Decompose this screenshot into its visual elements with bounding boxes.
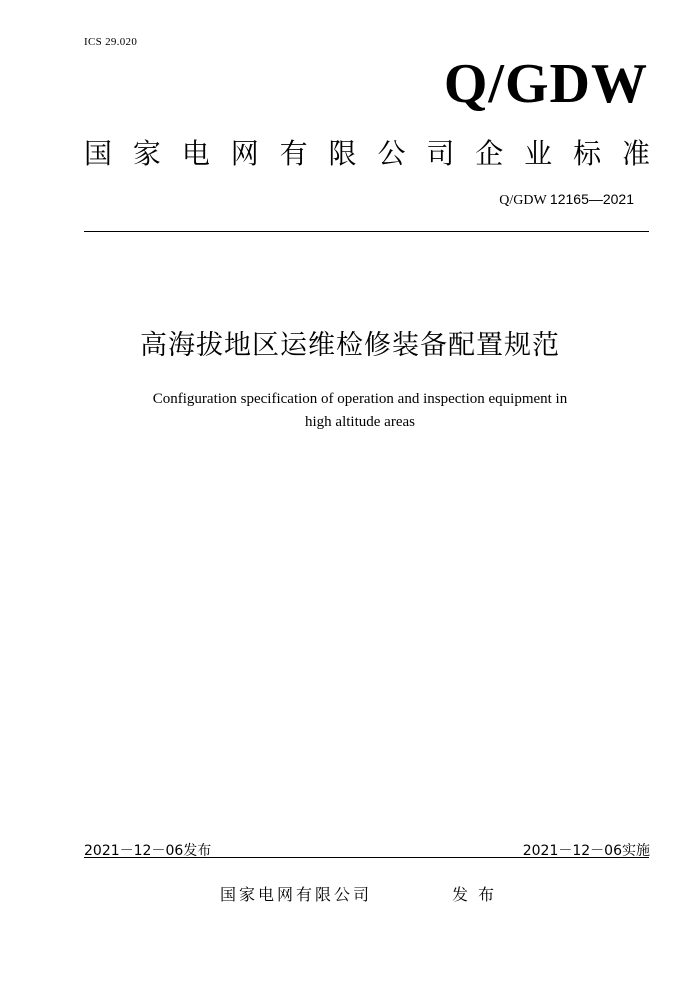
standard-type-char: 企 [475, 137, 504, 170]
issue-label: 发布 [452, 885, 505, 904]
standard-type-char: 国 [84, 137, 113, 170]
publish-date: 2021－12－06发布 [84, 843, 212, 859]
english-title-line-1: Configuration specification of operation and inspection equipment in [152, 391, 568, 407]
header-divider [84, 231, 649, 232]
standard-type-char: 家 [132, 137, 161, 170]
standard-type-char: 网 [230, 137, 259, 170]
english-title-line-2: high altitude areas [305, 414, 415, 430]
standard-type-char: 公 [377, 137, 406, 170]
standard-type-char: 司 [426, 137, 455, 170]
document-title-chinese: 高海拔地区运维检修装备配置规范 [140, 330, 560, 361]
footer-divider [84, 857, 649, 858]
ics-code: ICS 29.020 [84, 36, 138, 48]
standard-type-char: 标 [573, 137, 602, 170]
standard-type-char: 电 [181, 137, 210, 170]
standard-type-char: 有 [279, 137, 308, 170]
standard-type-char: 限 [328, 137, 357, 170]
standard-number-prefix: Q/GDW [499, 193, 547, 208]
standard-type-heading [84, 136, 650, 172]
standard-number-value: 12165—2021 [549, 191, 634, 207]
standard-type-char: 业 [524, 137, 553, 170]
standard-type-char: 准 [621, 137, 650, 170]
standard-brand-code: Q/GDW [443, 53, 648, 115]
issuer-name: 国家电网有限公司 [220, 885, 373, 904]
document-title-english [110, 388, 610, 434]
effective-date: 2021－12－06实施 [522, 843, 650, 859]
standard-number [499, 191, 634, 209]
